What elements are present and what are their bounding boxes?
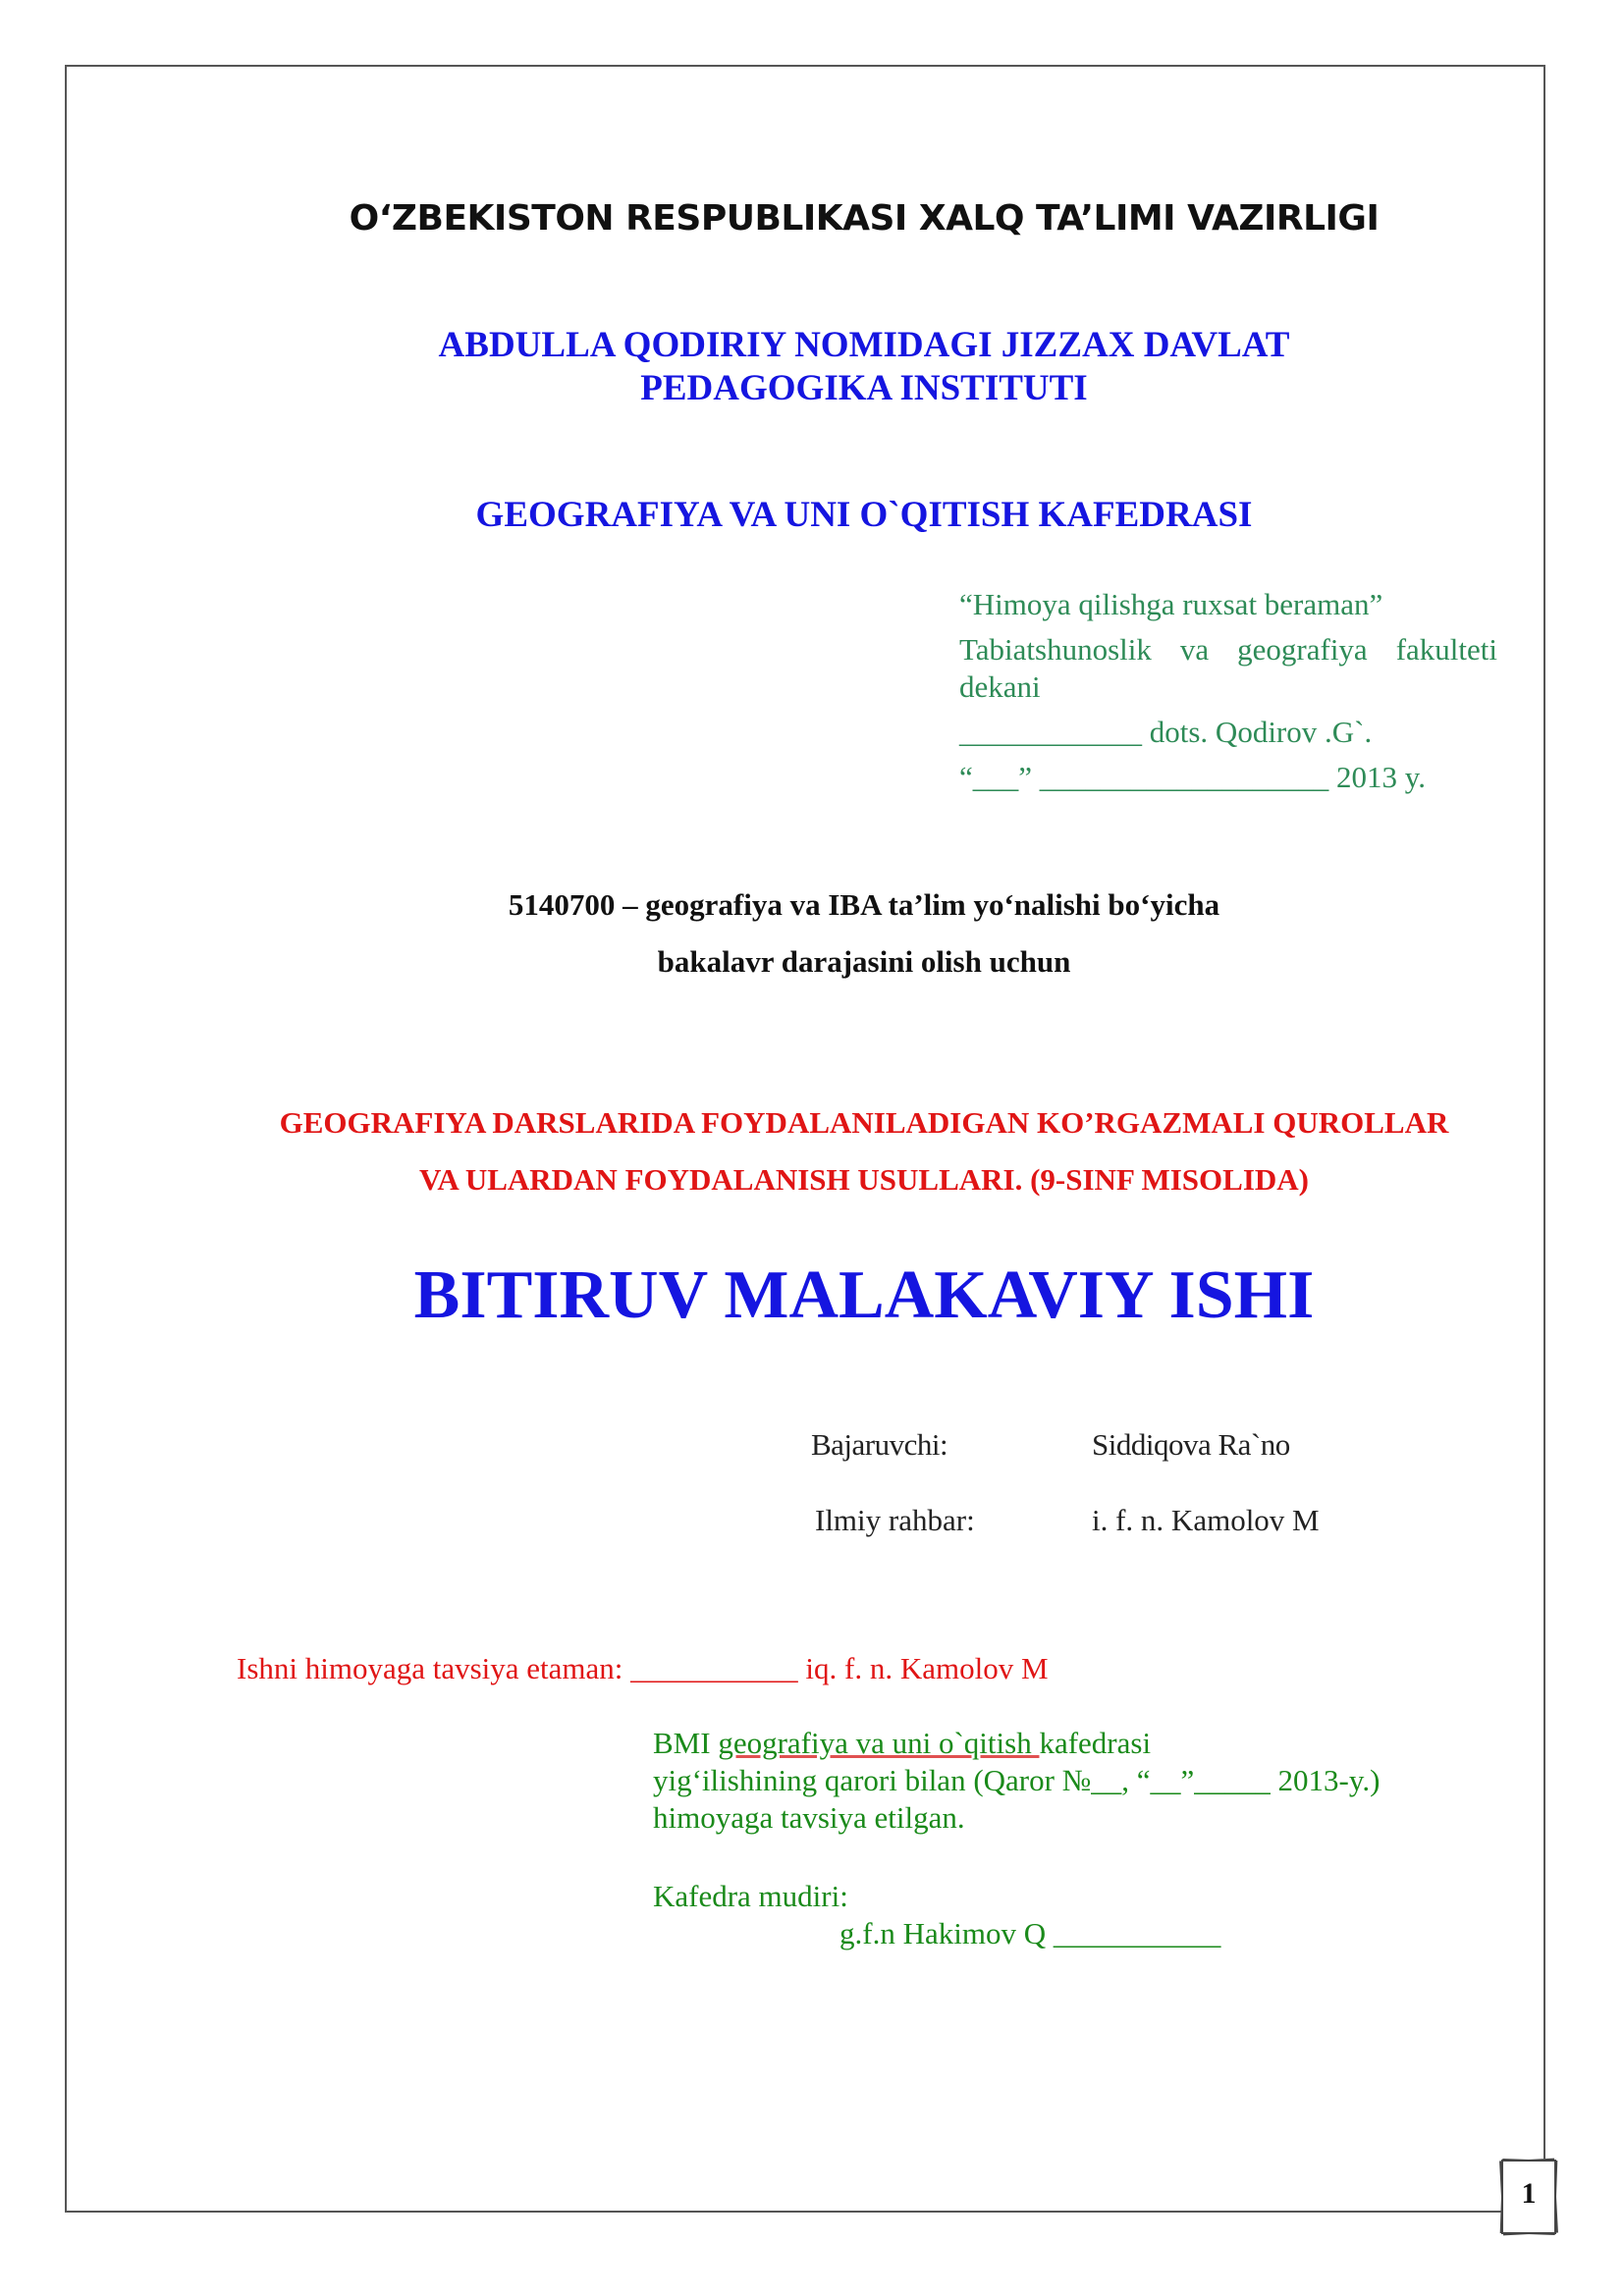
department-name: GEOGRAFIYA VA UNI O`QITISH KAFEDRASI (475, 495, 1253, 535)
approval-date: “___” ___________________ 2013 y. (959, 760, 1427, 794)
department-decision-line3: himoyaga tavsiya etilgan. (653, 1800, 965, 1835)
speciality-block (245, 877, 1483, 990)
defense-recommendation: Ishni himoyaga tavsiya etaman: ___________ iq. f. n. Kamolov M (237, 1651, 1049, 1685)
page-number-box (1501, 2160, 1556, 2234)
thesis-topic-line1: GEOGRAFIYA DARSLARIDA FOYDALANILADIGAN KO’RGAZMALI QUROLLAR (279, 1105, 1449, 1140)
department-decision (653, 1725, 1380, 1837)
speciality-line2: bakalavr darajasini olish uchun (657, 944, 1071, 979)
supervisor-label: Ilmiy rahbar: (815, 1503, 975, 1537)
institute-name-line1: ABDULLA QODIRIY NOMIDAGI JIZZAX DAVLAT (438, 325, 1290, 365)
head-name: g.f.n Hakimov Q ___________ (839, 1916, 1221, 1950)
approval-position: dekani (959, 669, 1041, 704)
approval-faculty: Tabiatshunoslik va geografiya fakulteti (959, 632, 1497, 667)
decision-suffix: kafedrasi (1039, 1726, 1152, 1760)
institute-name-line2: PEDAGOGIKA INSTITUTI (640, 368, 1088, 408)
performer-name: Siddiqova Ra`no (1092, 1427, 1290, 1462)
performer-label: Bajaruvchi: (811, 1427, 948, 1462)
thesis-topic (177, 1095, 1551, 1208)
department-decision-line1 (653, 1725, 1380, 1762)
speciality-line1: 5140700 – geografiya va IBA ta’lim yo‘nalishi bo‘yicha (508, 887, 1220, 922)
department-decision-line2: yig‘ilishining qarori bilan (Qaror №__, “__”_____ 2013-y.) (653, 1763, 1380, 1797)
approval-permission: “Himoya qilishga ruxsat beraman” (959, 587, 1383, 621)
approval-block (959, 586, 1497, 796)
approval-signature: ____________ dots. Qodirov .G`. (959, 715, 1373, 749)
thesis-topic-line2: VA ULARDAN FOYDALANISH USULLARI. (9-SINF MISOLIDA) (419, 1162, 1309, 1197)
page-number: 1 (1521, 2177, 1537, 2210)
decision-prefix: BMI (653, 1726, 719, 1760)
ministry-title: O‘ZBEKISTON RESPUBLIKASI XALQ TA’LIMI VAZIRLIGI (349, 198, 1380, 239)
institute-name (245, 324, 1483, 410)
decision-underlined: geografiya va uni o`qitish (718, 1726, 1040, 1760)
head-of-department (653, 1878, 1220, 1952)
head-label: Kafedra mudiri: (653, 1879, 848, 1913)
supervisor-name: i. f. n. Kamolov M (1092, 1503, 1320, 1537)
work-type-title: BITIRUV MALAKAVIY ISHI (413, 1257, 1315, 1333)
